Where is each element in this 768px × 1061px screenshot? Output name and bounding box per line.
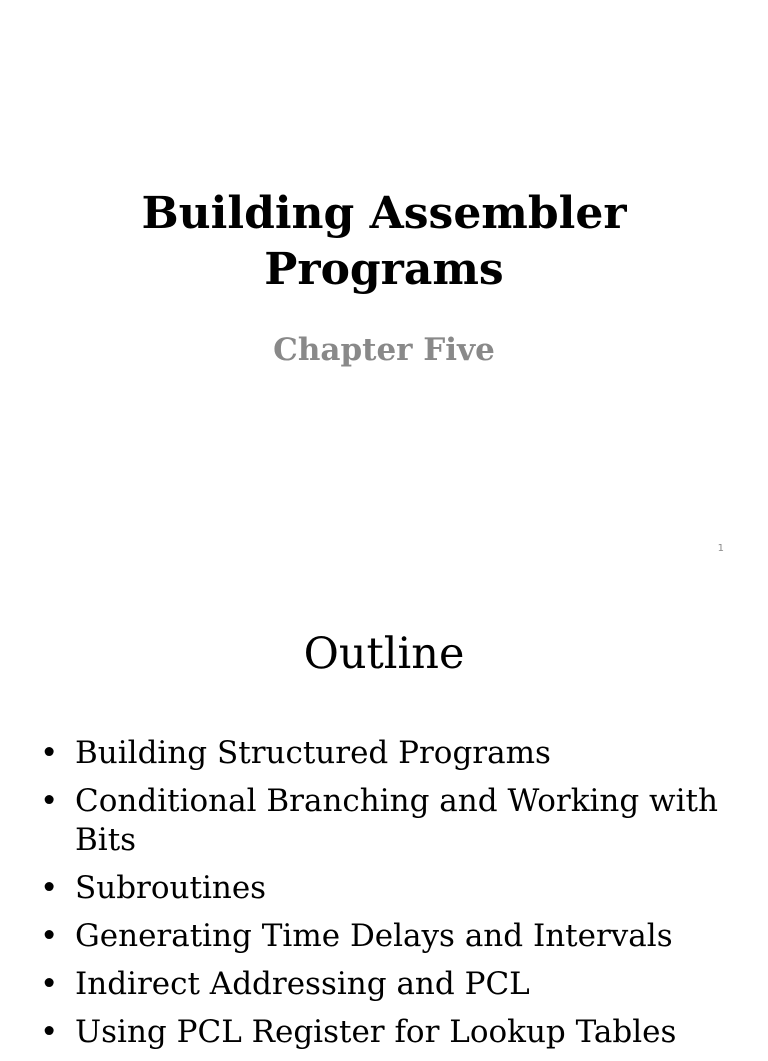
bullet-item: • Building Structured Programs [36, 734, 736, 773]
bullet-item: • Using PCL Register for Lookup Tables [36, 1013, 736, 1052]
page-number: 1 [717, 543, 724, 554]
title-line-2: Programs [264, 244, 504, 295]
bullet-item: • Subroutines [36, 869, 736, 908]
bullet-item: • Conditional Branching and Working with Bits [36, 782, 736, 860]
bullet-item: • Indirect Addressing and PCL [36, 965, 736, 1004]
chapter-subtitle: Chapter Five [273, 332, 495, 368]
slide-title-heading [84, 186, 684, 298]
title-line-1: Building Assembler [141, 188, 627, 239]
bullet-item: • Generating Time Delays and Intervals [36, 917, 736, 956]
outline-heading: Outline [303, 629, 465, 679]
outline-bullet-list [36, 734, 736, 1061]
slide-outline [0, 576, 768, 1050]
